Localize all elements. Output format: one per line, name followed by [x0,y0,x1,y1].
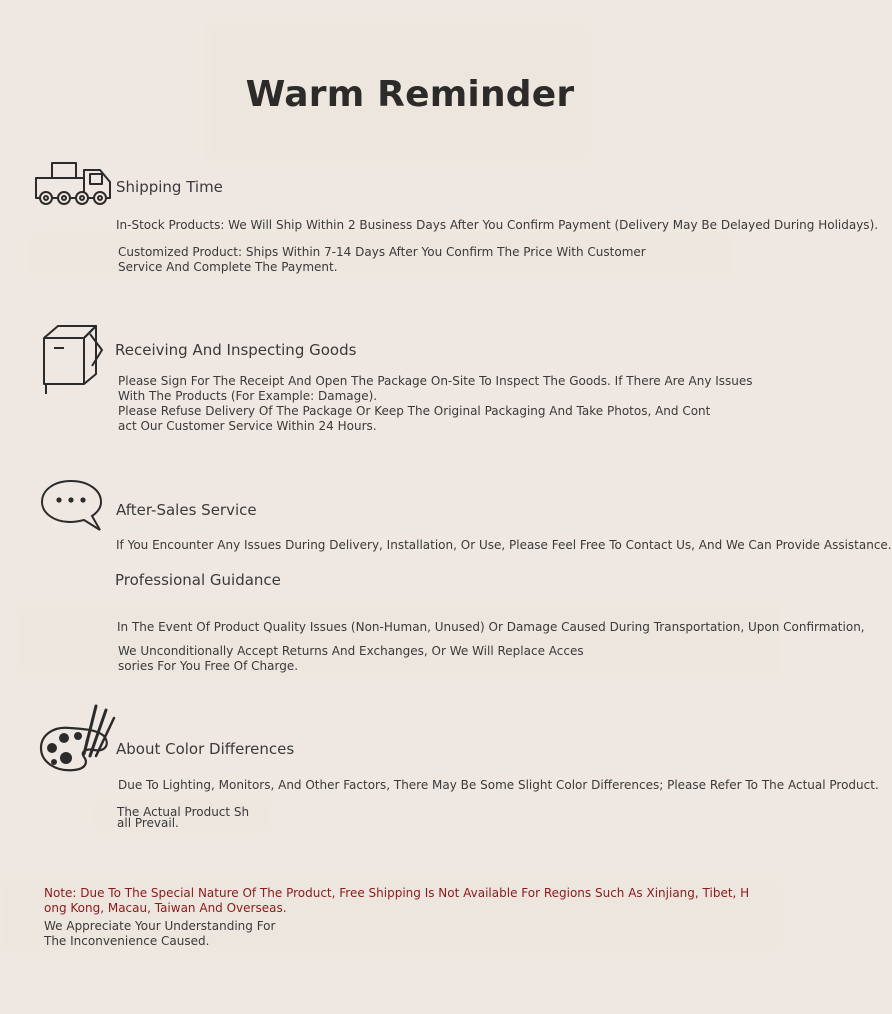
receiving-line-1: Please Sign For The Receipt And Open The Package On-Site To Inspect The Goods. If There Are Any Issues With The Products (For Example: Damage). [118,374,753,403]
after-sales-line-2: In The Event Of Product Quality Issues (Non-Human, Unused) Or Damage Caused During Transportation, Upon Confirmation, [117,620,865,634]
after-sales-line-3: We Unconditionally Accept Returns And Exchanges, Or We Will Replace Accessories For You Free Of Charge. [118,644,584,673]
color-line-2a: The Actual Product Sh [117,805,250,819]
after-sales-line-1: If You Encounter Any Issues During Delivery, Installation, Or Use, Please Feel Free To Contact Us, And We Can Provide Assistance. [116,538,892,552]
receiving-line-2: Please Refuse Delivery Of The Package Or Keep The Original Packaging And Take Photos, And Contact Our Customer Service Within 24 Hours. [118,404,711,433]
color-line-2b: all Prevail. [117,816,179,830]
shipping-note: Note: Due To The Special Nature Of The Product, Free Shipping Is Not Available For Regions Such As Xinjiang, Tibet, Hong Kong, Macau, Taiwan And Overseas. [44,886,750,915]
appreciation-text: We Appreciate Your Understanding For The Inconvenience Caused. [44,919,276,948]
after-sales-heading: After-Sales Service [116,501,257,519]
truck-icon [34,160,118,208]
shipping-heading: Shipping Time [116,178,223,196]
speech-bubble-icon [40,478,104,534]
box-icon [40,322,106,396]
color-heading: About Color Differences [116,740,295,758]
color-line-1: Due To Lighting, Monitors, And Other Factors, There May Be Some Slight Color Differences; Please Refer To The Actual Product. [118,778,879,792]
receiving-heading: Receiving And Inspecting Goods [115,341,357,359]
shipping-line-1: In-Stock Products: We Will Ship Within 2 Business Days After You Confirm Payment (Delivery May Be Delayed During Holidays). [116,218,879,232]
page-title: Warm Reminder [245,74,575,115]
professional-guidance-heading: Professional Guidance [115,571,281,589]
palette-icon [40,702,116,774]
shipping-line-2: Customized Product: Ships Within 7-14 Days After You Confirm The Price With Customer Service And Complete The Payment. [118,245,646,274]
